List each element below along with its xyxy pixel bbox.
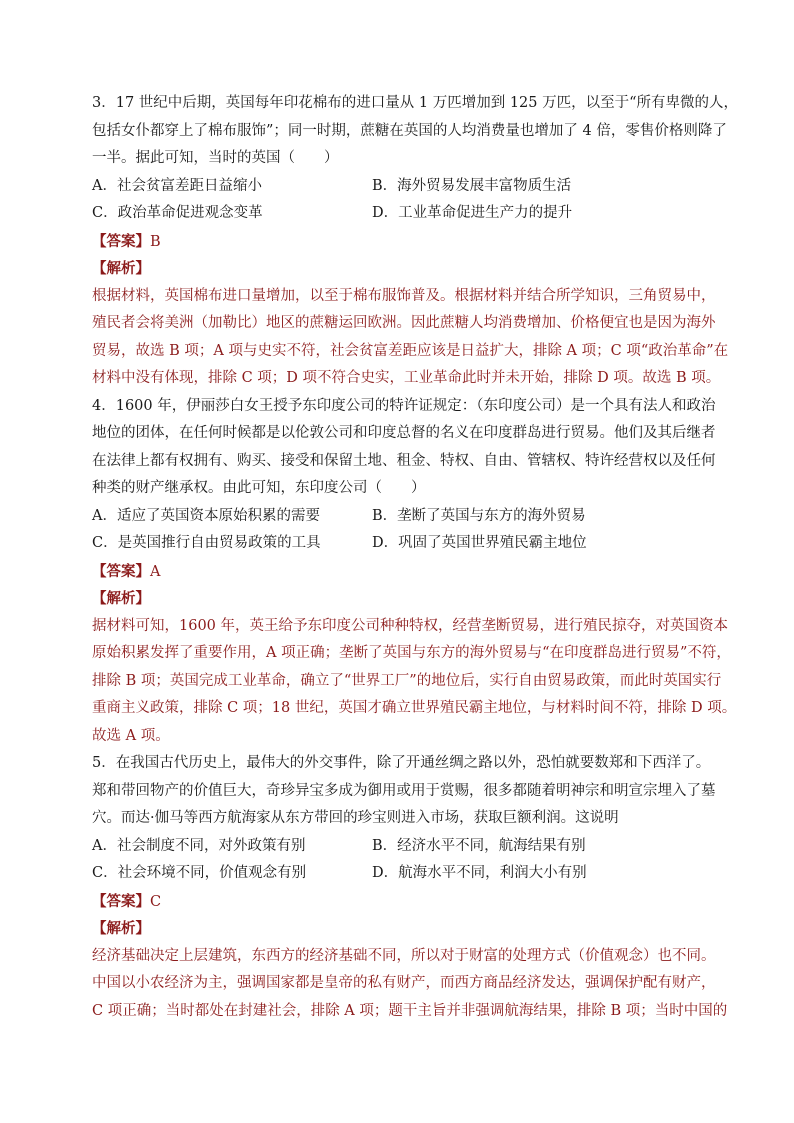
analysis-text-line: 贸易，故选 B 项；A 项与史实不符，社会贫富差距应该是日益扩大，排除 A 项；C 项“政治革命”在: [92, 342, 729, 359]
answer-tag: 【答案】: [92, 232, 150, 250]
question-5: [92, 750, 728, 1025]
answer-tag: 【答案】: [92, 562, 150, 580]
question-stem-line: 4．1600 年，伊丽莎白女王授予东印度公司的特许证规定：（东印度公司）是一个具有法人和政治: [92, 397, 716, 414]
options-row: [92, 503, 710, 531]
question-stem-line: 一半。据此可知，当时的英国（ ）: [92, 150, 339, 166]
question-stem-line: 在法律上都有权拥有、购买、接受和保留土地、租金、特权、自由、管辖权、特许经营权以及任何: [92, 452, 716, 469]
analysis-text-line: 殖民者会将美洲（加勒比）地区的蔗糖运回欧洲。因此蔗糖人均消费增加、价格便宜也是因为海外: [92, 315, 716, 331]
option-c: C．社会环境不同，价值观念有别: [92, 865, 307, 881]
analysis-text-line: 排除 B 项；英国完成工业革命，确立了“世界工厂”的地位后，实行自由贸易政策，而此时英国实行: [92, 672, 722, 689]
analysis-line: [92, 915, 710, 943]
question-3: [92, 90, 739, 393]
analysis-line: [92, 585, 710, 613]
question-4: [92, 393, 737, 751]
analysis-text-line: 故选 A 项。: [92, 727, 170, 744]
options-row: [92, 200, 710, 228]
analysis-text-line: C 项正确；当时都处在封建社会，排除 A 项；题干主旨并非强调航海结果，排除 B 项；当时中国的: [92, 1002, 728, 1019]
analysis-text-line: 中国以小农经济为主，强调国家都是皇帝的私有财产，而西方商品经济发达，强调保护配有财产，: [92, 975, 716, 991]
analysis-text-line: 根据材料，英国棉布进口量增加，以至于棉布服饰普及。根据材料并结合所学知识，三角贸易中，: [92, 287, 716, 304]
option-a: A．社会贫富差距日益缩小: [92, 177, 262, 194]
option-d: D．巩固了英国世界殖民霸主地位: [372, 535, 587, 551]
options-row: [92, 860, 710, 888]
option-b: B．垄断了英国与东方的海外贸易: [372, 507, 586, 524]
analysis-text-line: 经济基础决定上层建筑，东西方的经济基础不同，所以对于财富的处理方式（价值观念）也不同。: [92, 947, 716, 964]
question-stem-line: 3．17 世纪中后期，英国每年印花棉布的进口量从 1 万匹增加到 125 万匹，以至于“所有卑微的人，: [92, 95, 739, 111]
analysis-tag: 【解析】: [92, 590, 150, 607]
option-a: A．适应了英国资本原始积累的需要: [92, 507, 320, 524]
options-row: [92, 530, 710, 558]
document-page: [92, 90, 739, 1025]
analysis-tag: 【解析】: [92, 260, 150, 277]
question-stem-line: 5．在我国古代历史上，最伟大的外交事件，除了开通丝绸之路以外，恐怕就要数郑和下西洋了。: [92, 755, 711, 771]
option-d: D．航海水平不同，利润大小有别: [372, 865, 587, 881]
question-stem-line: 郑和带回物产的价值巨大，奇珍异宝多成为御用或用于赏赐，很多都随着明神宗和明宣宗埋入了墓: [92, 782, 716, 799]
answer-tag: 【答案】: [92, 892, 150, 910]
analysis-tag: 【解析】: [92, 920, 150, 937]
answer-value: B: [150, 233, 161, 250]
answer-value: C: [150, 893, 162, 910]
option-b: B．海外贸易发展丰富物质生活: [372, 177, 572, 194]
answer-value: A: [150, 563, 161, 580]
options-row: [92, 833, 710, 861]
question-stem-line: 地位的团体，在任何时候都是以伦敦公司和印度总督的名义在印度群岛进行贸易。他们及其后继者: [92, 425, 716, 441]
option-d: D．工业革命促进生产力的提升: [372, 205, 573, 221]
analysis-text-line: 材料中没有体现，排除 C 项；D 项不符合史实，工业革命此时并未开始，排除 D 项。故选 B 项。: [92, 370, 721, 386]
answer-line: [92, 558, 710, 586]
analysis-text-line: 据材料可知，1600 年，英王给予东印度公司种种特权，经营垄断贸易，进行殖民掠夺，对英国资本: [92, 617, 729, 634]
question-stem-line: 包括女仆都穿上了棉布服饰”；同一时期，蔗糖在英国的人均消费量也增加了 4 倍，零售价格则降了: [92, 122, 727, 139]
option-b: B．经济水平不同，航海结果有别: [372, 837, 586, 854]
question-stem-line: 种类的财产继承权。由此可知，东印度公司（ ）: [92, 480, 426, 496]
analysis-text-line: 原始积累发挥了重要作用，A 项正确；垄断了英国与东方的海外贸易与“在印度群岛进行贸易”不符，: [92, 645, 731, 661]
option-c: C．政治革命促进观念变革: [92, 205, 263, 221]
analysis-line: [92, 255, 710, 283]
option-a: A．社会制度不同，对外政策有别: [92, 837, 306, 854]
option-c: C．是英国推行自由贸易政策的工具: [92, 535, 321, 551]
answer-line: [92, 228, 710, 256]
options-row: [92, 173, 710, 201]
analysis-text-line: 重商主义政策，排除 C 项；18 世纪，英国才确立世界殖民霸主地位，与材料时间不符，排除 D 项。: [92, 700, 737, 716]
answer-line: [92, 888, 710, 916]
question-stem-line: 穴。而达·伽马等西方航海家从东方带回的珍宝则进入市场，获取巨额利润。这说明: [92, 810, 619, 826]
